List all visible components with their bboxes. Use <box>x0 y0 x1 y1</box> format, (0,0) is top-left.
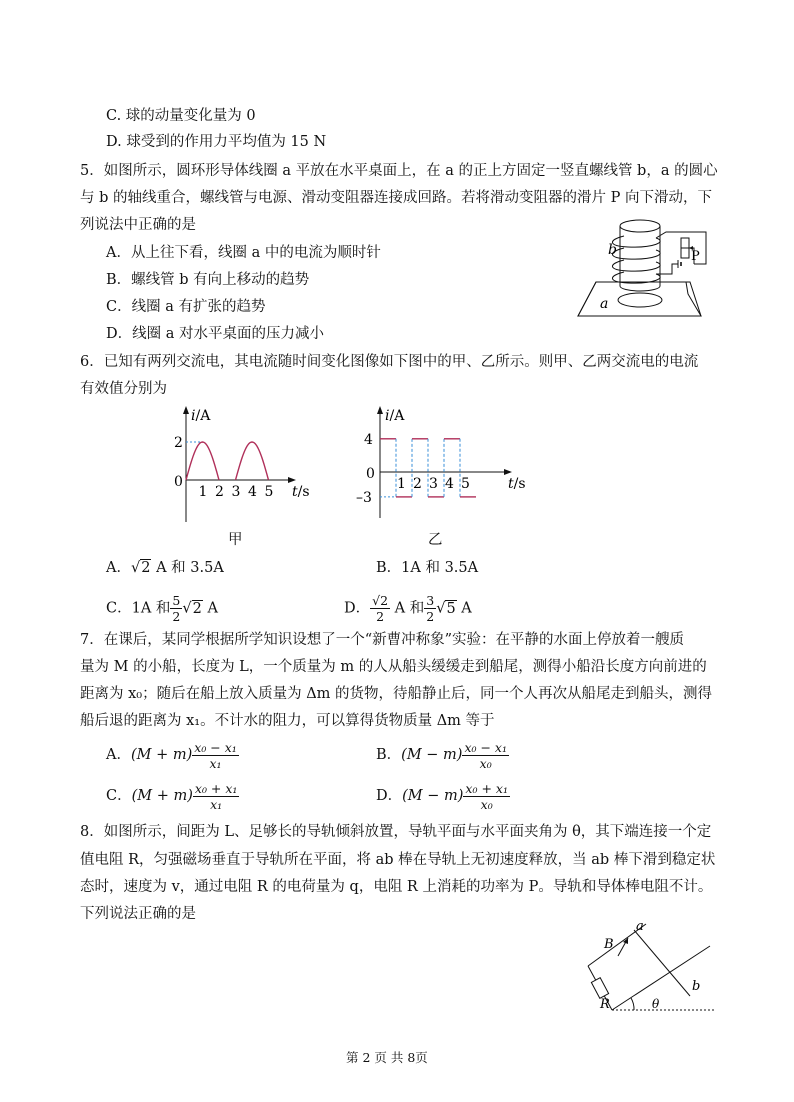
q7-option-c-label: C． <box>106 788 132 804</box>
q7-option-d-frac <box>463 781 510 812</box>
q5-option-b: B．螺线管 b 有向上移动的趋势 <box>106 272 310 288</box>
q7-option-b-num: x₀ − x₁ <box>464 739 507 755</box>
x-tick-label-2: 2 <box>215 484 224 500</box>
q5-stem-line3: 列说法中正确的是 <box>80 217 196 233</box>
caption-jia: 甲 <box>228 532 243 548</box>
y-axis-arrow <box>377 406 383 414</box>
q7-stem-line1: 7．在课后，某同学根据所学知识设想了一个“新曹冲称象”实验：在平静的水面上停放着一艘质 <box>80 632 685 648</box>
x-tick-label-3: 3 <box>429 476 438 492</box>
q6-option-d-mid: A 和 <box>390 600 425 617</box>
q6-stem-line1: 6．已知有两列交流电，其电流随时间变化图像如下图中的甲、乙所示。则甲、乙两交流电的电流 <box>80 354 699 370</box>
q5-solenoid-figure <box>568 212 718 324</box>
q7-option-a-num: x₀ − x₁ <box>194 739 237 755</box>
q7-option-c <box>106 780 239 812</box>
q6-option-c-sqrt: 2 <box>192 600 202 617</box>
series-jia-pulse-2 <box>236 442 269 480</box>
q5-label-p: P <box>691 249 700 264</box>
q6-option-d-unit: A <box>456 600 472 617</box>
q7-option-a-coef: (M + m) <box>130 747 193 763</box>
q7-option-d-num: x₀ + x₁ <box>465 780 508 796</box>
q5-option-d: D．线圈 a 对水平桌面的压力减小 <box>106 326 324 342</box>
q7-option-b <box>376 739 509 771</box>
q6-option-c-den: 2 <box>172 609 181 624</box>
q5-label-b: b <box>608 242 617 258</box>
q7-option-a <box>106 739 239 771</box>
q7-option-b-label: B． <box>376 747 402 763</box>
x-tick-label-4: 4 <box>248 484 257 500</box>
q8-label-a: a <box>636 919 644 934</box>
q7-option-d-coef: (M − m) <box>402 788 464 804</box>
q8-label-theta: θ <box>652 997 660 1011</box>
q6-option-b: B．1A 和 3.5A <box>376 560 479 576</box>
q6-option-d-label: D． <box>344 600 371 617</box>
q4-option-c: C. 球的动量变化量为 0 <box>106 108 256 124</box>
q6-option-c: C．1A 和 $\frac{5}{2}$ √2 A <box>106 593 218 624</box>
q7-option-d-label: D． <box>376 788 403 804</box>
chart-yi <box>354 402 534 524</box>
q7-option-b-coef: (M − m) <box>401 747 463 763</box>
q8-stem-line4: 下列说法正确的是 <box>80 906 196 922</box>
x-tick-label-5: 5 <box>264 484 274 500</box>
q6-stem-line2: 有效值分别为 <box>80 381 167 397</box>
q8-label-r: R <box>600 997 610 1012</box>
q7-stem-line4: 船后退的距离为 x₁。不计水的阻力，可以算得货物质量 Δm 等于 <box>80 713 495 729</box>
x-tick-label-4: 4 <box>445 476 454 492</box>
x-axis-label: t/s <box>292 484 310 500</box>
q8-stem-line3: 态时，速度为 v，通过电阻 R 的电荷量为 q，电阻 R 上消耗的功率为 P。导轨和导体棒电阻不计。 <box>80 879 713 895</box>
origin-label: 0 <box>366 466 375 482</box>
q6-option-a: A．√2 A 和 3.5A <box>106 560 224 576</box>
q6-option-c-label: C． <box>106 600 132 617</box>
q7-option-c-coef: (M + m) <box>131 788 193 804</box>
q4-option-d: D. 球受到的作用力平均值为 15 N <box>106 134 327 150</box>
series-jia-pulse-1 <box>186 442 219 480</box>
x-axis-label: t/s <box>508 476 526 492</box>
x-tick-label-1: 1 <box>397 476 406 492</box>
q6-option-d-num1: √2 <box>372 593 389 608</box>
q6-option-d-frac2 <box>424 593 436 624</box>
q6-option-d-den1: 2 <box>376 609 385 624</box>
q6-option-d: D． $\frac{√2}{2}$ A 和 $\frac{3}{2}$ √5 A <box>344 593 472 624</box>
q5-stem-line1: 5．如图所示，圆环形导体线圈 a 平放在水平桌面上，在 a 的正上方固定一竖直螺线管 b，a 的圆心 <box>80 163 718 179</box>
q7-option-a-den: x₁ <box>209 755 222 771</box>
page-footer: 第 2 页 共 8页 <box>346 1050 428 1065</box>
q8-stem-line2: 值电阻 R，匀强磁场垂直于导轨所在平面，将 ab 棒在导轨上无初速度释放，当 ab 棒下滑到稳定状 <box>80 852 716 868</box>
q6-option-d-den2: 2 <box>426 609 435 624</box>
q7-option-c-num: x₀ + x₁ <box>194 780 238 796</box>
q6-option-c-num: 5 <box>172 593 181 608</box>
x-tick-label-3: 3 <box>231 484 241 500</box>
q7-option-c-den: x₁ <box>210 796 223 812</box>
y-axis-arrow <box>183 406 189 414</box>
q7-option-d <box>376 780 510 812</box>
q5-option-a: A．从上往下看，线圈 a 中的电流为顺时针 <box>106 245 381 261</box>
q7-option-b-den: x₀ <box>479 755 492 771</box>
q5-stem-line2: 与 b 的轴线重合，螺线管与电源、滑动变阻器连接成回路。若将滑动变阻器的滑片 P 向下滑动，下 <box>80 190 712 206</box>
q6-option-a-sqrt: 2 <box>141 560 151 576</box>
y-tick-label-neg3: –3 <box>356 489 372 506</box>
q8-label-b: b <box>692 979 701 994</box>
x-tick-label-1: 1 <box>198 484 208 500</box>
q8-label-b-field: B <box>604 937 614 952</box>
q6-option-d-frac1 <box>370 593 390 624</box>
q6-option-d-sqrt: 5 <box>446 600 456 617</box>
y-axis-label: i/A <box>191 408 211 424</box>
chart-jia <box>150 402 320 534</box>
q6-option-a-label: A． <box>106 560 131 576</box>
q7-stem-line2: 量为 M 的小船，长度为 L，一个质量为 m 的人从船头缓缓走到船尾，测得小船沿长度方向前进的 <box>80 659 707 675</box>
q5-option-c: C．线圈 a 有扩张的趋势 <box>106 299 266 315</box>
q6-option-c-frac <box>170 593 182 624</box>
y-tick-label-2: 2 <box>174 435 183 451</box>
q7-option-d-den: x₀ <box>480 796 493 812</box>
y-tick-label-4: 4 <box>364 431 373 448</box>
q7-stem-line3: 距离为 x₀；随后在船上放入质量为 Δm 的货物，待船静止后，同一个人再次从船尾走到船头，测得 <box>80 686 713 702</box>
q8-rail-figure <box>582 916 722 1016</box>
x-tick-label-2: 2 <box>413 476 422 492</box>
x-axis-arrow <box>504 469 512 475</box>
x-axis-arrow <box>288 477 296 483</box>
origin-label: 0 <box>174 474 183 490</box>
y-axis-label: i/A <box>385 408 405 424</box>
q8-stem-line1: 8．如图所示，间距为 L、足够长的导轨倾斜放置，导轨平面与水平面夹角为 θ，其下端连接一个定 <box>80 824 712 840</box>
x-tick-label-5: 5 <box>461 476 470 492</box>
q6-option-a-text: A 和 3.5A <box>151 560 224 576</box>
q7-option-b-frac <box>462 740 509 771</box>
q6-option-c-unit: A <box>202 600 218 617</box>
caption-yi: 乙 <box>428 532 443 548</box>
q6-option-c-pre: 1A 和 <box>131 600 171 617</box>
q7-option-a-frac <box>192 740 239 771</box>
q7-option-c-frac <box>193 781 240 812</box>
q6-option-d-num2: 3 <box>426 593 435 608</box>
q7-option-a-label: A． <box>106 747 131 763</box>
q5-label-a: a <box>600 296 609 312</box>
